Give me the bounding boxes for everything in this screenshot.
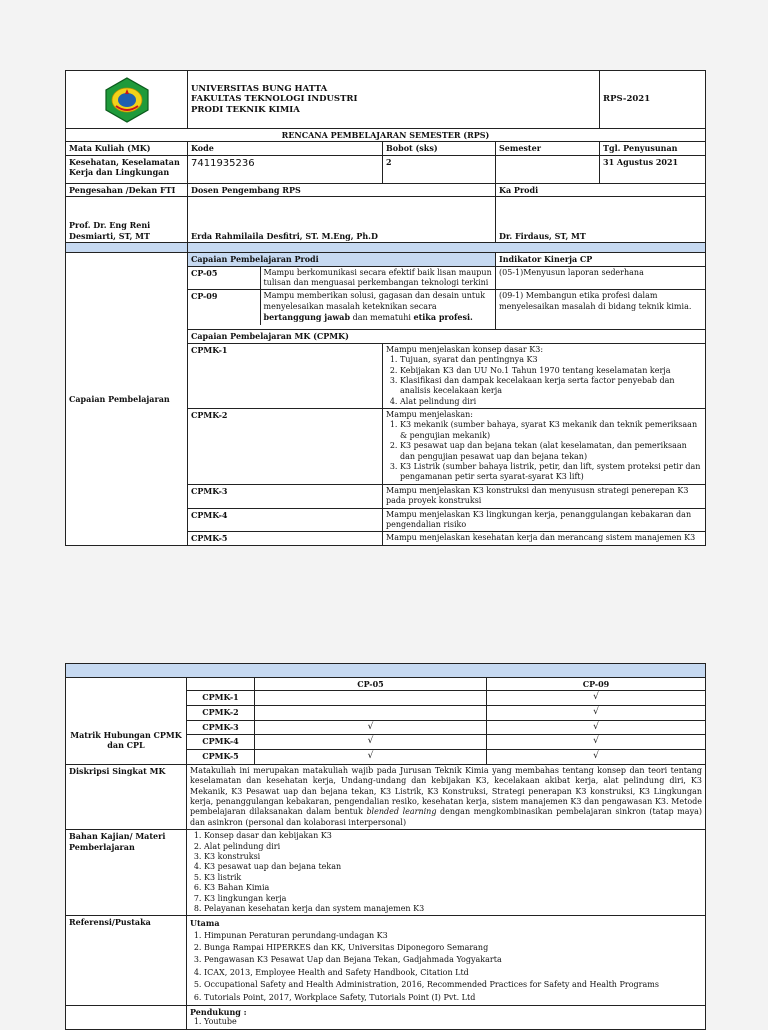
list-item: 6. K3 Bahan Kimia [204,883,702,893]
referensi-utama-list [190,930,702,1004]
logo-cell [66,71,188,129]
cpmk-2-intro: Mampu menjelaskan: [386,410,473,420]
pendukung-label: Pendukung : [190,1007,247,1018]
cp-09-desc-c: dan mematuhi [350,313,414,323]
matrix-col-cp05: CP-05 [255,678,487,691]
document-code: RPS-2021 [600,71,706,129]
matrix-check: √ [255,750,487,765]
matrix-row-label: CPMK-1 [187,691,255,706]
cpmk-1-intro: Mampu menjelaskan konsep dasar K3: [386,344,544,354]
deskripsi-text [187,764,706,829]
course-semester [496,155,600,183]
cp-05-desc: Mampu berkomunikasi secara efektif baik lisan maupun tulisan dan menguasai perkembangan teknologi terkini [263,267,492,287]
list-item: 2. Alat pelindung diri [204,842,702,852]
list-item: 2. Kebijakan K3 dan UU No.1 Tahun 1970 tentang keselamatan kerja [400,366,702,376]
referensi-label: Referensi/Pustaka [66,916,187,1006]
course-date: 31 Agustus 2021 [600,155,706,183]
cpmk-1-list [386,355,702,407]
semester-header: Semester [496,142,600,155]
matrix-row-label: CPMK-3 [187,720,255,735]
matrix-row-label: CPMK-5 [187,750,255,765]
dosen-name-text: Erda Rahmilaila Desfitri, ST. M.Eng, Ph.D [191,230,378,241]
pendukung-list [190,1017,702,1027]
header-institution [188,71,600,129]
cpmk-header: Capaian Pembelajaran MK (CPMK) [188,330,706,343]
page2-header-bar [66,664,706,678]
course-credits: 2 [383,155,496,183]
indikator-header: Indikator Kinerja CP [496,253,706,266]
referensi-content [187,916,706,1006]
list-item: 3. Klasifikasi dan dampak kecelakaan kerja serta factor penyebab dan analisis kecelakaan kerja [400,376,702,397]
university-logo-icon [102,76,152,124]
pengesahan-header: Pengesahan /Dekan FTI [66,183,188,196]
rps-page-1 [65,70,705,546]
list-item: 5. K3 listrik [204,873,702,883]
list-item: 1. Himpunan Peraturan perundang-undagan K3 [204,930,702,942]
cpmk-1-desc [383,343,706,408]
cp-05-cell [188,266,496,290]
cp-09-desc-bold1: bertanggung jawab [263,312,351,323]
list-item: 1. K3 mekanik (sumber bahaya, syarat K3 mekanik dan teknik pemeriksaan & pengujian mekanik) [400,420,702,441]
deskripsi-label: Diskripsi Singkat MK [66,764,187,829]
list-item: 8. Pelayanan kesehatan kerja dan system manajemen K3 [204,904,702,914]
cpmk-2-code: CPMK-2 [188,409,383,485]
kaprodi-header: Ka Prodi [496,183,706,196]
list-item: 3. K3 konstruksi [204,852,702,862]
referensi-utama-label: Utama [190,918,220,929]
dekan-name [66,197,188,243]
matrix-check: √ [487,720,706,735]
bobot-header: Bobot (sks) [383,142,496,155]
cpmk-4-code: CPMK-4 [188,508,383,532]
matrix-check: √ [487,706,706,721]
cpmk-5-code: CPMK-5 [188,532,383,545]
pendukung-content [187,1006,706,1030]
cpmk-3-desc: Mampu menjelaskan K3 konstruksi dan menyususn strategi penerepan K3 pada proyek konstruksi [383,484,706,508]
matrix-row-label: CPMK-2 [187,706,255,721]
cp-prodi-header: Capaian Pembelajaran Prodi [188,253,496,266]
matrix-check: √ [487,735,706,750]
course-code: 7411935236 [188,155,383,183]
tgl-header: Tgl. Penyusunan [600,142,706,155]
list-item: 2. Bunga Rampai HIPERKES dan KK, Universitas Diponegoro Semarang [204,942,702,954]
matrix-corner [187,678,255,691]
cp-09-indicator: (09-1) Membangun etika profesi dalam menyelesaikan masalah di bidang teknik kimia. [496,290,706,330]
matrix-check: √ [487,750,706,765]
list-item: 3. Pengawasan K3 Pesawat Uap dan Bejana Tekan, Gadjahmada Yogyakarta [204,954,702,966]
dosen-name [188,197,496,243]
bahan-content [187,830,706,916]
deskripsi-text-em: blended learning [366,807,437,817]
university-name: UNIVERSITAS BUNG HATTA [191,83,328,94]
list-item: 1. Youtube [204,1017,702,1027]
cpmk-1-code: CPMK-1 [188,343,383,408]
rps-table-2 [65,663,706,1030]
faculty-name: FAKULTAS TEKNOLOGI INDUSTRI [191,94,358,105]
list-item: 3. K3 Listrik (sumber bahaya listrik, petir, dan lift, system proteksi petir dan pengamanan petir serta syarat-syarat K3 lift) [400,462,702,483]
bahan-label: Bahan Kajian/ Materi Pemberlajaran [66,830,187,916]
list-item: 7. K3 lingkungan kerja [204,894,702,904]
cpmk-4-desc: Mampu menjelaskan K3 lingkungan kerja, penanggulangan kebakaran dan pengendalian risiko [383,508,706,532]
deskripsi-text-a: Matakuliah ini merupakan matakuliah wajib pada Jurusan Teknik Kimia yang membahas tentang konsep dan teori tentang keselamatan dan kesehatan kerja, Undang-undang dan kebijakan K3, kecelakaan akibat kerja, alat pelindung diri, K3 Mekanik, K3 Pesawat uap dan bejana tekan, K3 Listrik, K3 Konstruksi, Strategi penerapan K3 konstruksi, K3 Lingkungan kerja, penanggulangan kebakaran, pengendalian resiko, kesehatan kerja, sistem manajemen K3 dan pengawasan K3. Metode pembelajaran dilaksanakan dalam bentuk [190,765,702,817]
matrix-label: Matrik Hubungan CPMK dan CPL [66,678,187,765]
pendukung-label-cell [66,1006,187,1030]
matrix-check [255,691,487,706]
separator-cell [66,243,188,253]
cp-09-cell [188,290,496,330]
rps-table-1 [65,70,706,546]
cpmk-5-desc: Mampu menjelaskan kesehatan kerja dan merancang sistem manajemen K3 [383,532,706,545]
kode-header: Kode [188,142,383,155]
separator-bar [188,243,706,253]
cp-section-label: Capaian Pembelajaran [66,253,188,546]
rps-title: RENCANA PEMBELAJARAN SEMESTER (RPS) [66,129,706,142]
cp-09-desc-bold2: etika profesi. [413,312,473,323]
matrix-row-label: CPMK-4 [187,735,255,750]
matrix-check: √ [487,691,706,706]
dosen-header: Dosen Pengembang RPS [188,183,496,196]
matrix-check [255,706,487,721]
matrix-check: √ [255,720,487,735]
list-item: 2. K3 pesawat uap dan bejana tekan (alat keselamatan, dan pemeriksaan dan pengujian pesawat uap dan bejana tekan) [400,441,702,462]
list-item: 5. Occupational Safety and Health Administration, 2016, Recommended Practices for Safety and Health Programs [204,979,702,991]
cp-05-code: CP-05 [188,267,260,290]
cp-09-code: CP-09 [188,290,260,324]
deskripsi-text-b: dengan mengkombinasikan pembelajaran sinkron (tatap maya) dan asinkron (personal dan kolaborasi interpersonal) [190,807,702,827]
list-item: 6. Tutorials Point, 2017, Workplace Safety, Tutorials Point (I) Pvt. Ltd [204,992,702,1004]
program-name: PRODI TEKNIK KIMIA [191,104,300,115]
bahan-list [190,831,702,914]
list-item: 4. Alat pelindung diri [400,397,702,407]
cpmk-2-desc [383,409,706,485]
list-item: 4. K3 pesawat uap dan bejana tekan [204,862,702,872]
cpmk-3-code: CPMK-3 [188,484,383,508]
kaprodi-name-text: Dr. Firdaus, ST, MT [499,230,586,241]
kaprodi-name [496,197,706,243]
cp-05-indicator: (05-1)Menyusun laporan sederhana [496,266,706,290]
cp-09-desc [260,290,495,324]
matrix-col-cp09: CP-09 [487,678,706,691]
cp-09-desc-a: Mampu memberikan solusi, gagasan dan desain untuk menyelesaikan masalah keteknikan secara [263,291,486,311]
course-name: Kesehatan, Keselamatan Kerja dan Lingkungan [66,155,188,183]
list-item: 1. Konsep dasar dan kebijakan K3 [204,831,702,841]
dekan-name-text: Prof. Dr. Eng Reni Desmiarti, ST, MT [69,220,151,241]
cpmk-2-list [386,420,702,482]
list-item: 4. ICAX, 2013, Employee Health and Safety Handbook, Citation Ltd [204,967,702,979]
mk-header: Mata Kuliah (MK) [66,142,188,155]
matrix-check: √ [255,735,487,750]
rps-page-2 [65,663,705,1030]
list-item: 1. Tujuan, syarat dan pentingnya K3 [400,355,702,365]
